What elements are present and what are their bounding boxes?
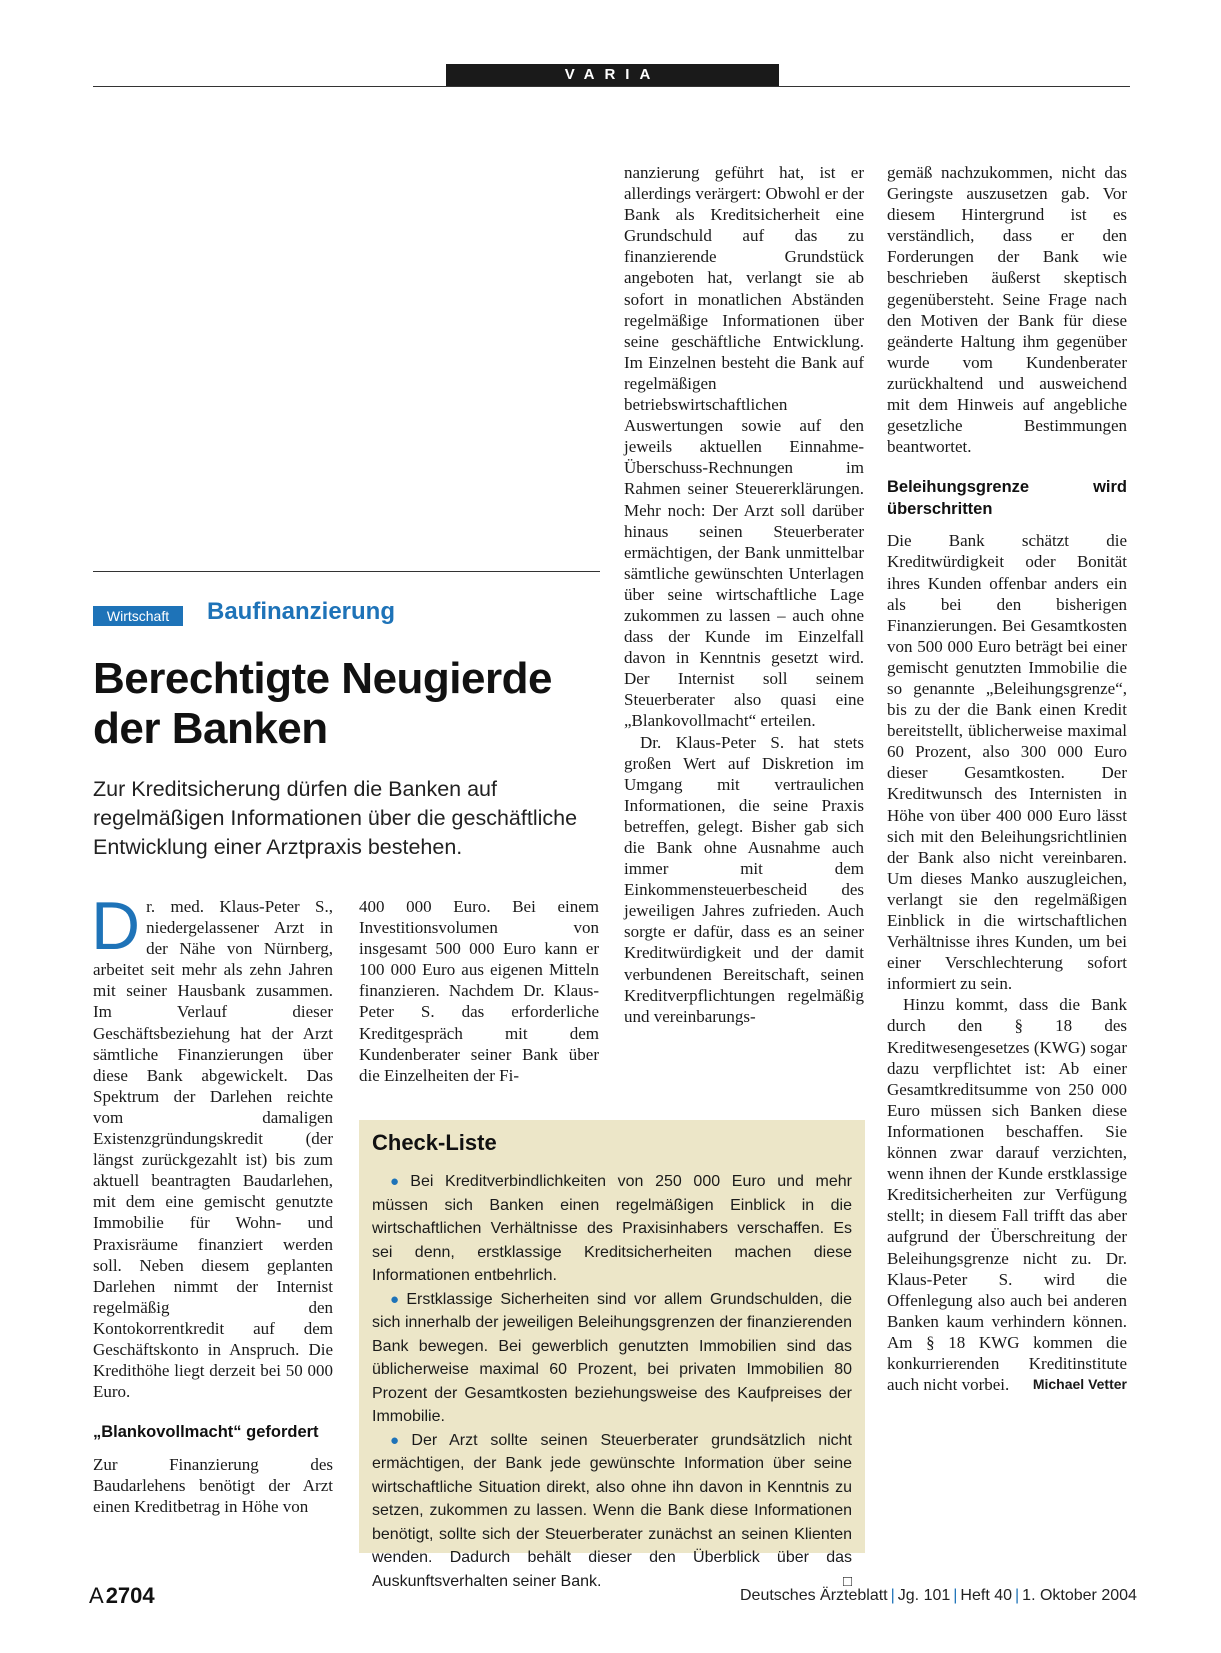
checklist-title: Check-Liste bbox=[372, 1130, 497, 1155]
paragraph: Dr. Klaus-Peter S. hat stets großen Wert auf Diskretion im Umgang mit vertraulichen Informationen, die seine Praxis betreffen, gelegt. Bisher gab sich die Bank ohne Ausnahme auch immer mit dem Einkommensteuerbescheid des jeweiligen Jahres zufrieden. Auch sorgte er dafür, dass es an seiner Kreditwürdigkeit und der damit verbundenen Bereitschaft, seinen Kreditverpflichtungen regelmäßig und vereinbarungs- bbox=[624, 732, 864, 1026]
checklist-item bbox=[372, 1429, 852, 1594]
paragraph: Zur Finanzierung des Baudarlehens benötigt der Arzt einen Kreditbetrag in Höhe von bbox=[93, 1454, 333, 1516]
journal-name: Deutsches Ärzteblatt bbox=[740, 1587, 888, 1604]
article-column-3 bbox=[624, 162, 864, 1027]
article-lead: Zur Kreditsicherung dürfen die Banken auf regelmäßigen Informationen über die geschäftliche Entwicklung einer Arztpraxis bestehen. bbox=[93, 777, 578, 859]
paragraph bbox=[887, 994, 1127, 1395]
category-tag: Wirtschaft bbox=[93, 606, 183, 626]
paragraph: 400 000 Euro. Bei einem Investitionsvolumen von insgesamt 500 000 Euro kann er 100 000 Euro aus eigenen Mitteln finanzieren. Nachdem Dr. Klaus-Peter S. das erforderliche Kreditgespräch mit dem Kundenberater seiner Bank über die Einzelheiten der Fi- bbox=[359, 897, 599, 1085]
drop-cap: D bbox=[91, 888, 141, 964]
article-column-4 bbox=[887, 162, 1127, 1395]
paragraph: gemäß nachzukommen, nicht das Geringste auszusetzen gab. Vor diesem Hintergrund ist es verständlich, dass er den Forderungen der Bank wie beschrieben äußerst skeptisch gegenübersteht. Seine Frage nach den Motiven der Bank für diese geänderte Haltung ihm gegenüber wurde vom Kundenberater zurückhaltend und ausweichend mit dem Hinweis auf angebliche gesetzliche Bestimmungen beantwortet. bbox=[887, 163, 1127, 457]
journal-logo: A bbox=[89, 1583, 104, 1608]
separator: | bbox=[890, 1587, 895, 1604]
bullet-icon: ● bbox=[390, 1431, 408, 1449]
article-kicker: Baufinanzierung bbox=[207, 598, 396, 625]
paragraph-text: r. med. Klaus-Peter S., niedergelassener Arzt in der Nähe von Nürnberg, arbeitet seit mehr als zehn Jahren mit seiner Hausbank zusammen. Im Verlauf dieser Geschäftsbeziehung hat der Arzt sämtliche Finanzierungen über diese Bank abgewickelt. Das Spektrum der Darlehen reichte vom damaligen Existenzgründungskredit (der längst zurückgezahlt ist) bis zum aktuell beantragten Baudarlehen, mit dem eine gemischt genutzte Immobilie für Wohn- und Praxisräume finanziert werden soll. Neben diesem geplanten Darlehen nimmt der Internist regelmäßig den Kontokorrentkredit auf dem Geschäftskonto in Anspruch. Die Kredithöhe liegt derzeit bei 50 000 Euro. bbox=[93, 897, 333, 1402]
subheading: „Blankovollmacht“ gefordert bbox=[93, 1423, 319, 1442]
bullet-icon: ● bbox=[390, 1173, 407, 1190]
header-rule bbox=[93, 86, 1130, 87]
page-number bbox=[89, 1583, 155, 1609]
paragraph: Die Bank schätzt die Kreditwürdigkeit oder Bonität ihres Kunden offenbar anders ein als bei den bisherigen Finanzierungen. Bei Gesamtkosten von 500 000 Euro beträgt bei einer gemischt genutzten Immobilie die so genannte „Beleihungsgrenze“, bis zu der die Bank einen Kredit bereitstellt, üblicherweise maximal 60 Prozent, also 300 000 Euro dieser Gesamtkosten. Der Kreditwunsch des Internisten in Höhe von über 400 000 Euro lässt sich mit den Beleihungsrichtlinien der Bank also nicht vereinbaren. Um dieses Manko auszugleichen, verlangt sie den regelmäßigen Einblick in die wirtschaftlichen Verhältnisse ihres Kunden, um bei einer Verschlechterung sofort informiert zu sein. bbox=[887, 531, 1127, 994]
article-headline bbox=[93, 654, 613, 754]
checklist-box bbox=[359, 1120, 865, 1590]
article-column-2 bbox=[359, 896, 599, 1086]
volume: Jg. 101 bbox=[897, 1587, 951, 1604]
checklist-body bbox=[372, 1170, 852, 1593]
end-mark-icon: □ bbox=[842, 1572, 852, 1590]
page-number-value: 2704 bbox=[105, 1583, 155, 1608]
headline-line-1: Berechtigte Neugierde bbox=[93, 654, 552, 703]
article-column-1 bbox=[91, 888, 333, 1517]
article-rule bbox=[93, 571, 600, 572]
checklist-item bbox=[372, 1170, 852, 1288]
paragraph-text: Hinzu kommt, dass die Bank durch den § 18 des Kreditwesengesetzes (KWG) sogar dazu verpflichtet ist: Ab einer Gesamtkreditsumme von 250 000 Euro müssen sich Banken diese Informationen beschaffen. Sie können zwar darauf verzichten, wenn ihnen der Kunde erstklassige Kreditsicherheiten zur Verfügung stellt; in diesem Fall trifft das aber aufgrund der Überschreitung der Beleihungsgrenze nicht zu. Dr. Klaus-Peter S. wird die Offenlegung also auch bei anderen Banken kaum verhindern können. Am § 18 KWG kommen die konkurrierenden Kreditinstitute auch nicht vorbei. bbox=[887, 995, 1127, 1395]
section-bar: VARIA bbox=[446, 64, 779, 86]
checklist-item-text: Erstklassige Sicherheiten sind vor allem Grundschulden, die sich innerhalb der jeweiligen Beleihungsgrenzen der finanzierenden Bank bewegen. Bei gewerblich genutzten Immobilien sind das üblicherweise maximal 60 Prozent, bei privaten Immobilien 80 Prozent der Gesamtkosten beziehungsweise des Kaufpreises der Immobilie. bbox=[372, 1290, 852, 1425]
checklist-item bbox=[372, 1288, 852, 1429]
footer-citation bbox=[740, 1587, 1137, 1605]
checklist-item-text: Bei Kreditverbindlichkeiten von 250 000 Euro und mehr müssen sich Banken einen regelmäßigen Einblick in die wirtschaftlichen Verhältnisse des Praxisinhabers verschaffen. Es sei denn, erstklassige Kreditsicherheiten machen diese Informationen entbehrlich. bbox=[372, 1173, 852, 1284]
separator: | bbox=[1015, 1587, 1020, 1604]
bullet-icon: ● bbox=[390, 1290, 403, 1308]
issue: Heft 40 bbox=[960, 1587, 1013, 1604]
issue-date: 1. Oktober 2004 bbox=[1022, 1587, 1137, 1604]
paragraph bbox=[91, 888, 333, 1402]
separator: | bbox=[953, 1587, 958, 1604]
subheading: Beleihungsgrenze wird überschritten bbox=[887, 478, 1127, 518]
author-name: Michael Vetter bbox=[1032, 1376, 1127, 1393]
headline-line-2: der Banken bbox=[93, 704, 328, 753]
paragraph: nanzierung geführt hat, ist er allerdings verärgert: Obwohl er der Bank als Kreditsicherheit eine Grundschuld auf das zu finanzierende Grundstück angeboten hat, verlangt sie ab sofort in monatlichen Abständen regelmäßige Informationen über seine geschäftliche Entwicklung. Im Einzelnen besteht die Bank auf regelmäßigen betriebswirtschaftlichen Auswertungen sowie auf den jeweils aktuellen Einnahme-Überschuss-Rechnungen im Rahmen seiner Steuererklärungen. Mehr noch: Der Arzt soll darüber hinaus seinen Steuerberater ermächtigen, der Bank unmittelbar sämtliche gewünschten Unterlagen über seine wirtschaftliche Lage zukommen zu lassen – auch ohne dass der Kunde im Einzelfall davon in Kenntnis gesetzt wird. Der Internist soll seinem Steuerberater also quasi eine „Blankovollmacht“ erteilen. bbox=[624, 163, 864, 731]
checklist-item-text: Der Arzt sollte seinen Steuerberater grundsätzlich nicht ermächtigen, der Bank jede gewünschte Information über seine wirtschaftliche Situation direkt, also ohne ihn davon in Kenntnis zu setzen, zukommen zu lassen. Wenn die Bank diese Informationen benötigt, sollte sich der Steuerberater zunächst an seinen Klienten wenden. Dadurch behält dieser den Überblick über das Auskunftsverhalten seiner Bank. bbox=[372, 1431, 852, 1590]
